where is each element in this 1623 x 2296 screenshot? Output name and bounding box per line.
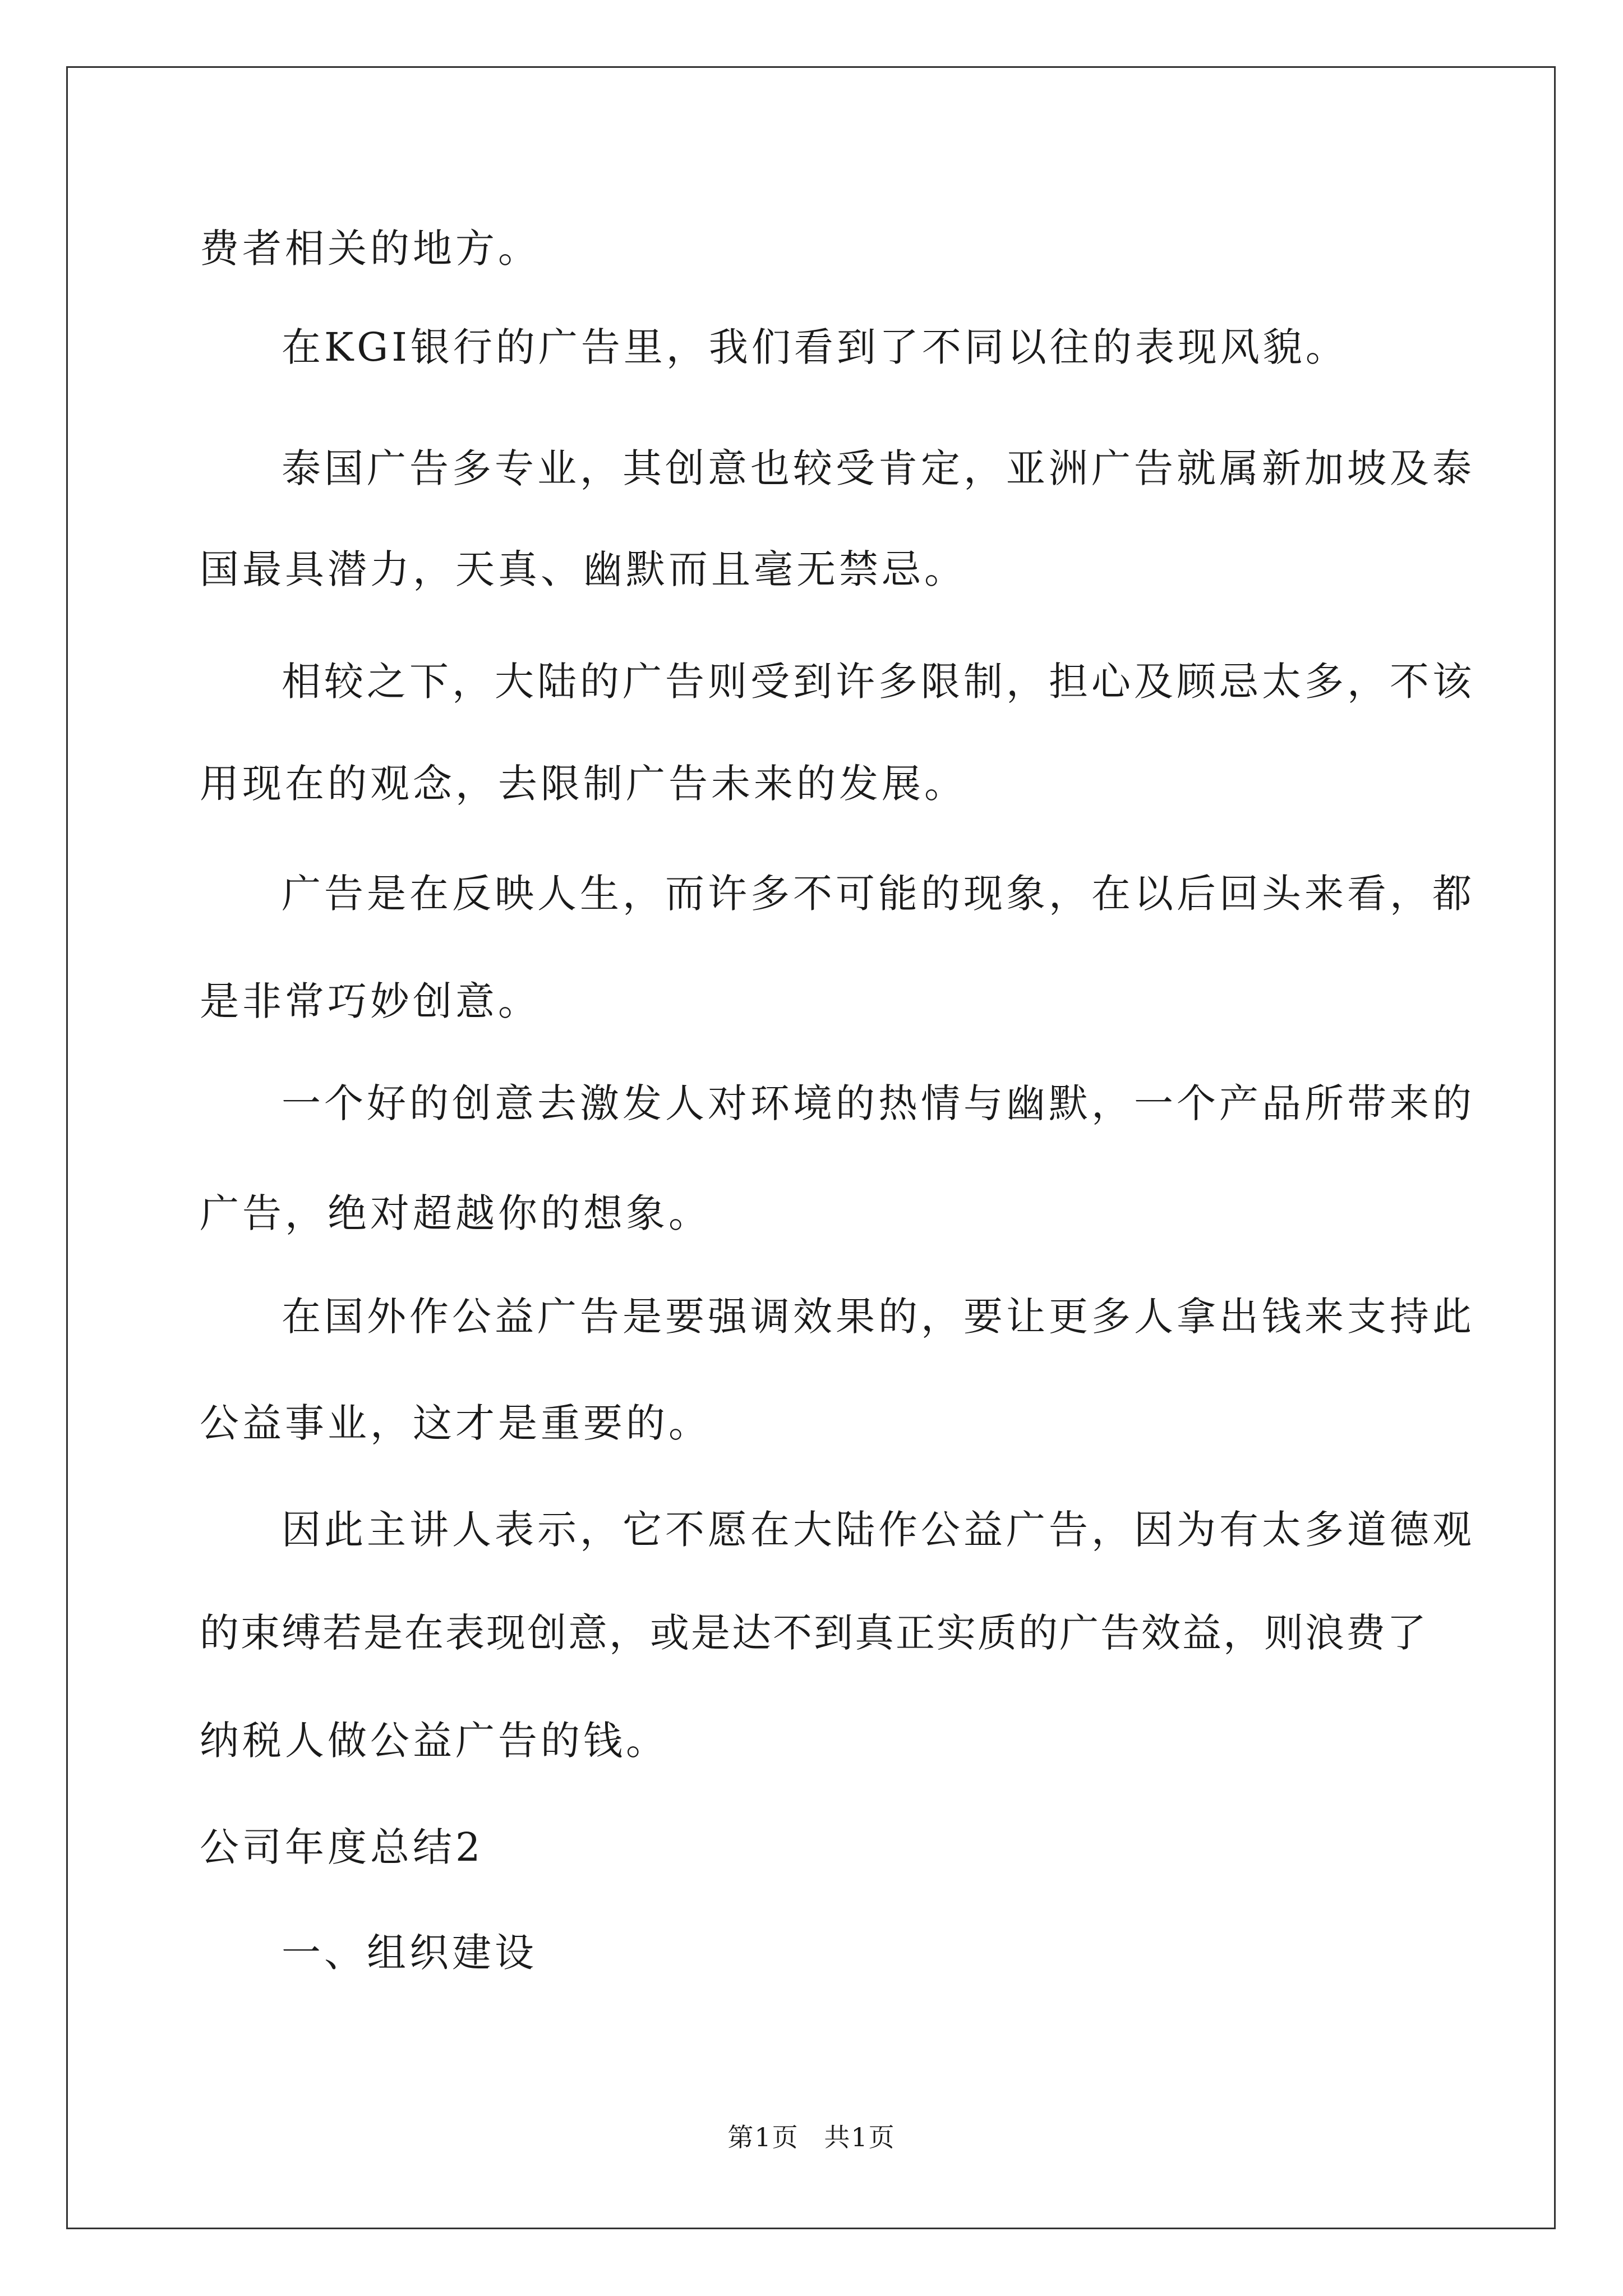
text-line: 纳税人做公益广告的钱。 xyxy=(200,1718,668,1764)
page-total: 共1页 xyxy=(824,2122,896,2152)
page-border xyxy=(66,66,1556,2229)
text-line: 一个好的创意去激发人对环境的热情与幽默，一个产品所带来的 xyxy=(282,1080,1475,1126)
text-line: 国最具潜力，天真、幽默而且毫无禁忌。 xyxy=(200,546,967,592)
section-heading: 公司年度总结2 xyxy=(200,1824,484,1870)
text-line: 广告是在反映人生，而许多不可能的现象，在以后回头来看，都 xyxy=(282,871,1475,917)
text-line: 公益事业，这才是重要的。 xyxy=(200,1400,711,1446)
subsection-heading: 一、组织建设 xyxy=(282,1930,537,1976)
text-line: 的束缚若是在表现创意，或是达不到真正实质的广告效益，则浪费了 xyxy=(200,1610,1428,1656)
text-line: 泰国广告多专业，其创意也较受肯定，亚洲广告就属新加坡及泰 xyxy=(282,445,1475,491)
text-line: 用现在的观念，去限制广告未来的发展。 xyxy=(200,761,967,807)
text-line: 在国外作公益广告是要强调效果的，要让更多人拿出钱来支持此 xyxy=(282,1294,1475,1340)
text-line: 相较之下，大陆的广告则受到许多限制，担心及顾忌太多，不该 xyxy=(282,659,1475,705)
page-number: 第1页 xyxy=(727,2122,799,2152)
page-footer xyxy=(0,2120,1623,2154)
text-line: 费者相关的地方。 xyxy=(200,226,541,272)
text-line: 在KGI银行的广告里，我们看到了不同以往的表现风貌。 xyxy=(282,324,1348,370)
text-line: 是非常巧妙创意。 xyxy=(200,978,541,1024)
text-line: 广告，绝对超越你的想象。 xyxy=(200,1190,711,1236)
text-line: 因此主讲人表示，它不愿在大陆作公益广告，因为有太多道德观 xyxy=(282,1507,1475,1553)
